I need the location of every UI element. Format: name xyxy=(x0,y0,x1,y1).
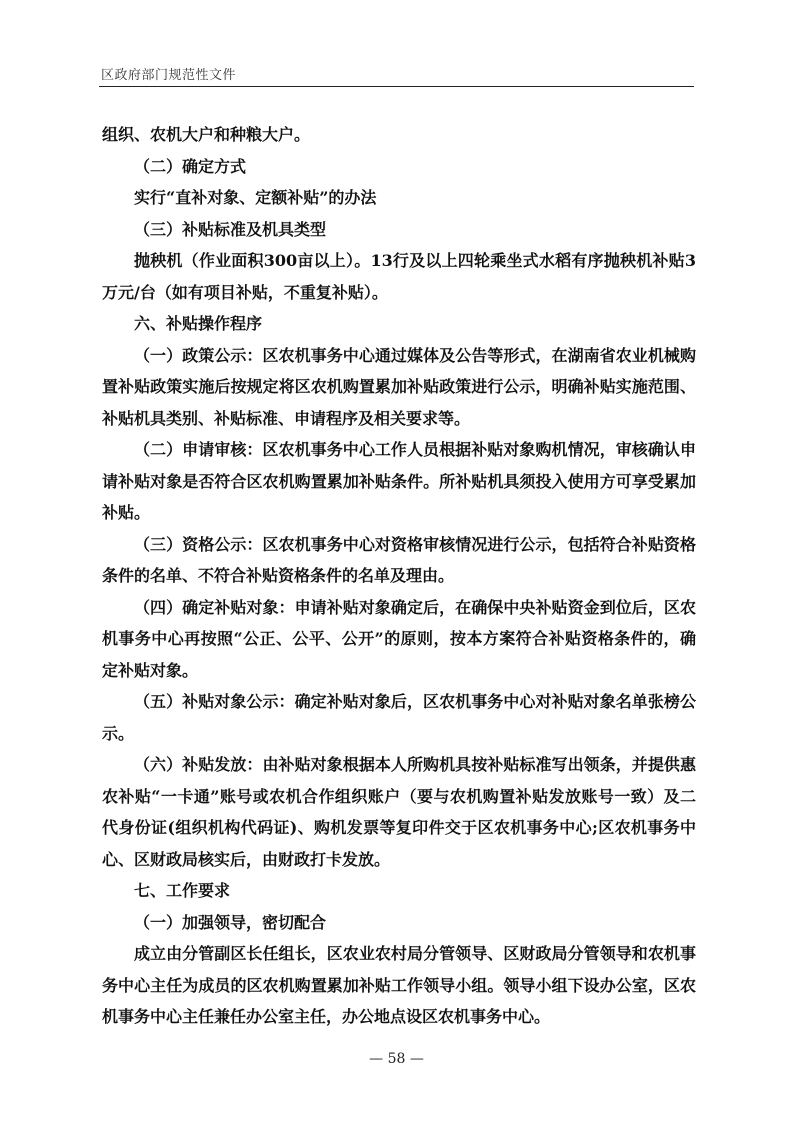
paragraph: （二）申请审核：区农机事务中心工作人员根据补贴对象购机情况，审核确认申请补贴对象是否符合区农机购置累加补贴条件。所补贴机具须投入使用方可享受累加补贴。 xyxy=(102,440,696,522)
section-heading: （一）加强领导，密切配合 xyxy=(134,912,327,932)
paragraph: 实行“直补对象、定额补贴”的办法 xyxy=(134,188,377,207)
header-divider xyxy=(99,86,694,87)
paragraph: （一）政策公示：区农机事务中心通过媒体及公告等形式，在湖南省农业机械购置补贴政策实施后按规定将区农机购置累加补贴政策进行公示，明确补贴实施范围、补贴机具类别、补贴标准、申请程序及相关要求等。 xyxy=(102,345,696,428)
chapter-heading: 七、工作要求 xyxy=(134,881,231,900)
page-number: — 58 — xyxy=(369,1051,424,1067)
paragraph: （三）资格公示：区农机事务中心对资格审核情况进行公示，包括符合补贴资格条件的名单、不符合补贴资格条件的名单及理由。 xyxy=(102,534,696,585)
paragraph: （六）补贴发放：由补贴对象根据本人所购机具按补贴标准写出领条，并提供惠农补贴“一卡通”账号或农机合作组织账户（要与农机购置补贴发放账号一致）及二代身份证(组织机构代码证)、购机发票等复印件交于区农机事务中心;区农机事务中心、区财政局核实后，由财政打卡发放。 xyxy=(102,755,696,869)
paragraph: （五）补贴对象公示：确定补贴对象后，区农机事务中心对补贴对象名单张榜公示。 xyxy=(102,692,696,743)
paragraph: 抛秧机（作业面积300亩以上）。13行及以上四轮乘坐式水稻有序抛秧机补贴3万元/台（如有项目补贴，不重复补贴）。 xyxy=(102,251,696,302)
section-heading: （三）补贴标准及机具类型 xyxy=(134,219,327,239)
section-heading: （二）确定方式 xyxy=(134,156,247,176)
paragraph: 组织、农机大户和种粮大户。 xyxy=(102,125,311,144)
paragraph: （四）确定补贴对象：申请补贴对象确定后，在确保中央补贴资金到位后，区农机事务中心再按照“公正、公平、公开”的原则，按本方案符合补贴资格条件的，确定补贴对象。 xyxy=(102,597,696,680)
document-body xyxy=(102,119,696,1033)
document-header-title: 区政府部门规范性文件 xyxy=(101,68,237,83)
chapter-heading: 六、补贴操作程序 xyxy=(134,314,263,333)
paragraph: 成立由分管副区长任组长，区农业农村局分管领导、区财政局分管领导和农机事务中心主任为成员的区农机购置累加补贴工作领导小组。领导小组下设办公室，区农机事务中心主任兼任办公室主任，办公地点设区农机事务中心。 xyxy=(102,944,696,1026)
